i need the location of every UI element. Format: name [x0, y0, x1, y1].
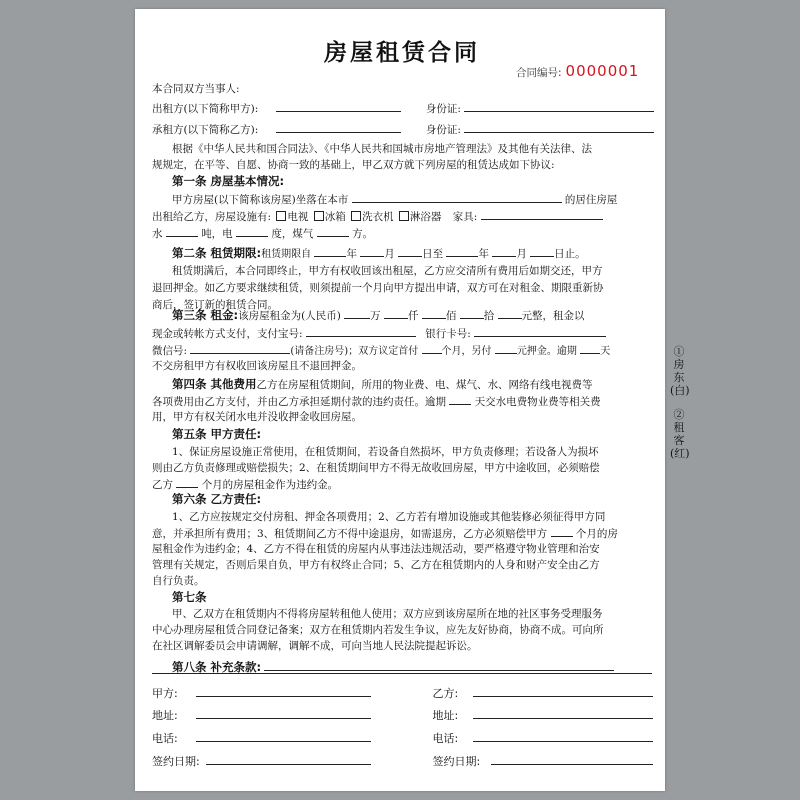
article-4-heading: 第四条 其他费用	[172, 377, 257, 391]
party-a-phone-blank[interactable]	[196, 729, 371, 742]
party-b-label: 乙方:	[432, 687, 459, 700]
article-6-line-1: 1、乙方应按规定交付房租、押金各项费用；2、乙方若有增加设施或其他装修必须征得甲方同	[172, 511, 606, 523]
days-label: 天	[600, 346, 611, 357]
party-b-date-blank[interactable]	[491, 752, 653, 765]
qian-label: 仟	[408, 310, 419, 322]
fridge-checkbox[interactable]	[314, 211, 324, 221]
article-2-line-2: 退回押金。如乙方要求继续租赁，则须提前一个月向甲方提出申请，双方可在对租金、期限重新协	[152, 282, 604, 294]
end-day-blank[interactable]	[530, 244, 554, 257]
end-month-blank[interactable]	[492, 244, 516, 257]
copy-label-tenant: ②租客(红)	[670, 408, 690, 460]
rent-qian-blank[interactable]	[384, 306, 408, 319]
party-b-blank[interactable]	[473, 684, 653, 697]
contract-number-label: 合同编号:	[516, 67, 562, 79]
lessor-id-blank[interactable]	[464, 99, 654, 112]
electricity-label: 吨，电	[201, 228, 233, 240]
party-b-address-blank[interactable]	[473, 706, 653, 719]
party-a-row	[152, 684, 652, 703]
phone-row	[152, 729, 652, 748]
washer-label: 洗衣机	[362, 211, 394, 223]
article-5-line-1: 1、保证房屋设施正常使用，在租赁期间，若设备自然损坏，甲方负责修理；若设备人为损坏	[172, 446, 599, 458]
facilities-label: 出租给乙方，房屋设施有:	[152, 211, 272, 223]
article-1-heading: 第一条 房屋基本情况:	[172, 174, 285, 188]
month-label: 月	[384, 248, 395, 260]
article-4-text-1: 乙方在房屋租赁期间，所用的物业费、电、煤气、水、网络有线电视费等	[256, 379, 593, 391]
months-label: 个月，另付	[441, 346, 492, 357]
furniture-blank[interactable]	[481, 207, 603, 220]
article-6-heading: 第六条 乙方责任:	[172, 492, 262, 506]
bai-label: 佰	[445, 310, 457, 322]
preamble-line-1: 根据《中华人民共和国合同法》、《中华人民共和国城市房地产管理法》及其他有关法律、法	[172, 143, 592, 155]
party-a-address-blank[interactable]	[196, 706, 371, 719]
address-row	[152, 706, 652, 725]
article-2-line-1: 租赁期满后，本合同即终止，甲方有权收回该出租屋，乙方应交清所有费用后如期交还，甲方	[172, 265, 603, 277]
rent-wan-blank[interactable]	[344, 306, 370, 319]
room-note: (请备注房号)	[290, 346, 349, 357]
article-4-line-3: 用，甲方有权关闭水电并没收押金收回房屋。	[152, 411, 362, 423]
bank-card-blank[interactable]	[474, 324, 606, 337]
overdue-days-blank[interactable]	[580, 341, 600, 354]
lessee-id-blank[interactable]	[464, 120, 654, 133]
deposit-blank[interactable]	[495, 341, 517, 354]
article-6-text-2: 意，并承担所有费用；3、租赁期间乙方不得中途退房，如需退房，乙方必须赔偿甲方	[152, 528, 548, 540]
lessee-name-blank[interactable]	[276, 120, 401, 133]
wechat-label: 微信号:	[152, 345, 188, 357]
fee-overdue-days-blank[interactable]	[449, 392, 471, 405]
article-3-rent	[152, 306, 652, 325]
shi-label: 拾	[483, 310, 495, 322]
date-row	[152, 752, 652, 771]
article-6-line-3: 屋租金作为违约金；4、乙方不得在租赁的房屋内从事违法违规活动，要严格遵守物业管理和治安	[152, 543, 600, 555]
article-3-last: 不交房租甲方有权收回该房屋且不退回押金。	[152, 360, 362, 372]
gas-label: 度，煤气	[271, 228, 314, 240]
party-a-date-blank[interactable]	[206, 752, 371, 765]
article-4-text-2: 各项费用由乙方支付，并由乙方承担延期付款的违约责任。逾期	[152, 396, 446, 408]
lessor-row	[152, 99, 652, 118]
gas-unit: 方。	[352, 228, 374, 240]
rent-bai-blank[interactable]	[422, 306, 446, 319]
article-2-line-3: 商后，签订新的租赁合同。	[152, 299, 278, 311]
washer-checkbox[interactable]	[351, 211, 361, 221]
contract-number	[516, 62, 639, 82]
shower-checkbox[interactable]	[399, 211, 409, 221]
preamble-line-2: 规规定，在平等、自愿、协商一致的基础上，甲乙双方就下列房屋的租赁达成如下协议:	[152, 159, 555, 171]
day-to-label: 日至	[422, 248, 444, 260]
start-day-blank[interactable]	[398, 244, 422, 257]
article-5-text-3a: 乙方	[152, 479, 173, 491]
article-5-line-2: 则由乙方负责修理或赔偿损失；2、在租赁期间甲方不得无故收回房屋，甲方中途收回，必须赔偿	[152, 462, 600, 474]
start-month-blank[interactable]	[360, 244, 384, 257]
electricity-reading-blank[interactable]	[236, 224, 268, 237]
article-8-heading: 第八条 补充条款:	[172, 660, 262, 674]
party-a-blank[interactable]	[196, 684, 371, 697]
furniture-label: 家具:	[452, 211, 478, 223]
article-2-heading: 第二条 租赁期限:	[172, 246, 262, 260]
water-reading-blank[interactable]	[166, 224, 198, 237]
party-b-date-label: 签约日期:	[432, 755, 481, 768]
article-1-utilities	[152, 224, 652, 243]
period-from-label: 租赁期限自	[261, 249, 312, 260]
wan-label: 万	[370, 310, 381, 322]
article-7-line-2: 中心办理房屋租赁合同登记备案；双方在租赁期内若发生争议，应先友好协商，协商不成。可向所	[152, 624, 604, 636]
lessor-name-blank[interactable]	[276, 99, 401, 112]
copy-label-landlord: ①房东(白)	[670, 345, 690, 397]
year-label: 年	[478, 248, 489, 260]
end-year-blank[interactable]	[446, 244, 478, 257]
landlord-penalty-months-blank[interactable]	[176, 475, 198, 488]
article-6-text-2b: 个月的房	[575, 528, 618, 540]
article-6-line-4: 管理有关规定，否则后果自负，甲方有权终止合同；5、乙方在租赁期内的人身和财产安全由乙方	[152, 559, 600, 571]
party-a-phone-label: 电话:	[152, 732, 178, 745]
rent-payment-text: ，租金以	[542, 310, 585, 322]
party-b-phone-label: 电话:	[432, 732, 459, 745]
house-location-blank[interactable]	[352, 190, 562, 203]
article-7-heading: 第七条	[172, 590, 207, 604]
wechat-blank[interactable]	[190, 341, 290, 354]
article-1-location-label: 甲方房屋(以下简称该房屋)坐落在本市	[172, 194, 349, 206]
party-a-label: 甲方:	[152, 687, 178, 700]
rent-prefix: 该房屋租金为(人民币)	[238, 310, 341, 322]
month-label: 月	[516, 248, 527, 260]
yuan-label: 元整	[521, 310, 543, 322]
lessee-label: 承租方(以下简称乙方):	[152, 124, 259, 136]
gas-reading-blank[interactable]	[317, 224, 349, 237]
alipay-blank[interactable]	[306, 324, 416, 337]
year-label: 年	[346, 248, 357, 260]
supplement-blank-2[interactable]	[152, 661, 652, 674]
article-4-text-2b: 天交水电费物业费等相关费	[474, 396, 601, 408]
lessor-label: 出租方(以下简称甲方):	[152, 103, 259, 115]
party-b-phone-blank[interactable]	[473, 729, 653, 742]
shower-label: 淋浴器	[409, 211, 442, 223]
party-b-address-label: 地址:	[432, 709, 459, 722]
lessor-id-label: 身份证:	[425, 103, 461, 115]
bank-card-label: 银行卡号:	[425, 328, 471, 340]
article-7-line-3: 在社区调解委员会申请调解，调解不成，可向当地人民法院提起诉讼。	[152, 640, 478, 652]
article-1-residence-text: 的居住房屋	[564, 194, 618, 206]
article-5-text-3b: 个月的房屋租金作为违约金。	[201, 479, 339, 491]
contract-number-value: 0000001	[565, 62, 640, 80]
party-a-address-label: 地址:	[152, 709, 178, 722]
supplement-row-2	[152, 661, 652, 680]
tv-label: 电视	[287, 211, 309, 223]
lessee-row	[152, 120, 652, 139]
article-3-heading: 第三条 租金:	[172, 308, 239, 322]
day-end-label: 日止。	[554, 248, 586, 260]
tv-checkbox[interactable]	[276, 211, 286, 221]
rent-yuan-blank[interactable]	[498, 306, 522, 319]
article-2-period	[152, 244, 652, 264]
alipay-label: 现金或转帐方式支付，支付宝号:	[152, 328, 303, 340]
tenant-penalty-months-blank[interactable]	[551, 524, 573, 537]
article-5-heading: 第五条 甲方责任:	[172, 427, 262, 441]
lessee-id-label: 身份证:	[425, 124, 461, 136]
first-payment-label: ；双方议定首付	[348, 346, 419, 357]
rent-shi-blank[interactable]	[460, 306, 484, 319]
first-months-blank[interactable]	[422, 341, 442, 354]
water-label: 水	[152, 228, 163, 240]
parties-intro: 本合同双方当事人:	[152, 83, 240, 95]
start-year-blank[interactable]	[314, 244, 346, 257]
article-6-line-5: 自行负责。	[152, 575, 205, 587]
fridge-label: 冰箱	[324, 211, 346, 223]
party-a-date-label: 签约日期:	[152, 755, 200, 768]
deposit-label: 元押金。逾期	[516, 346, 577, 357]
contract-title: 房屋租赁合同	[324, 40, 480, 66]
article-7-line-1: 甲、乙双方在租赁期内不得将房屋转租他人使用；双方应到该房屋所在地的社区事务受理服务	[172, 608, 603, 620]
